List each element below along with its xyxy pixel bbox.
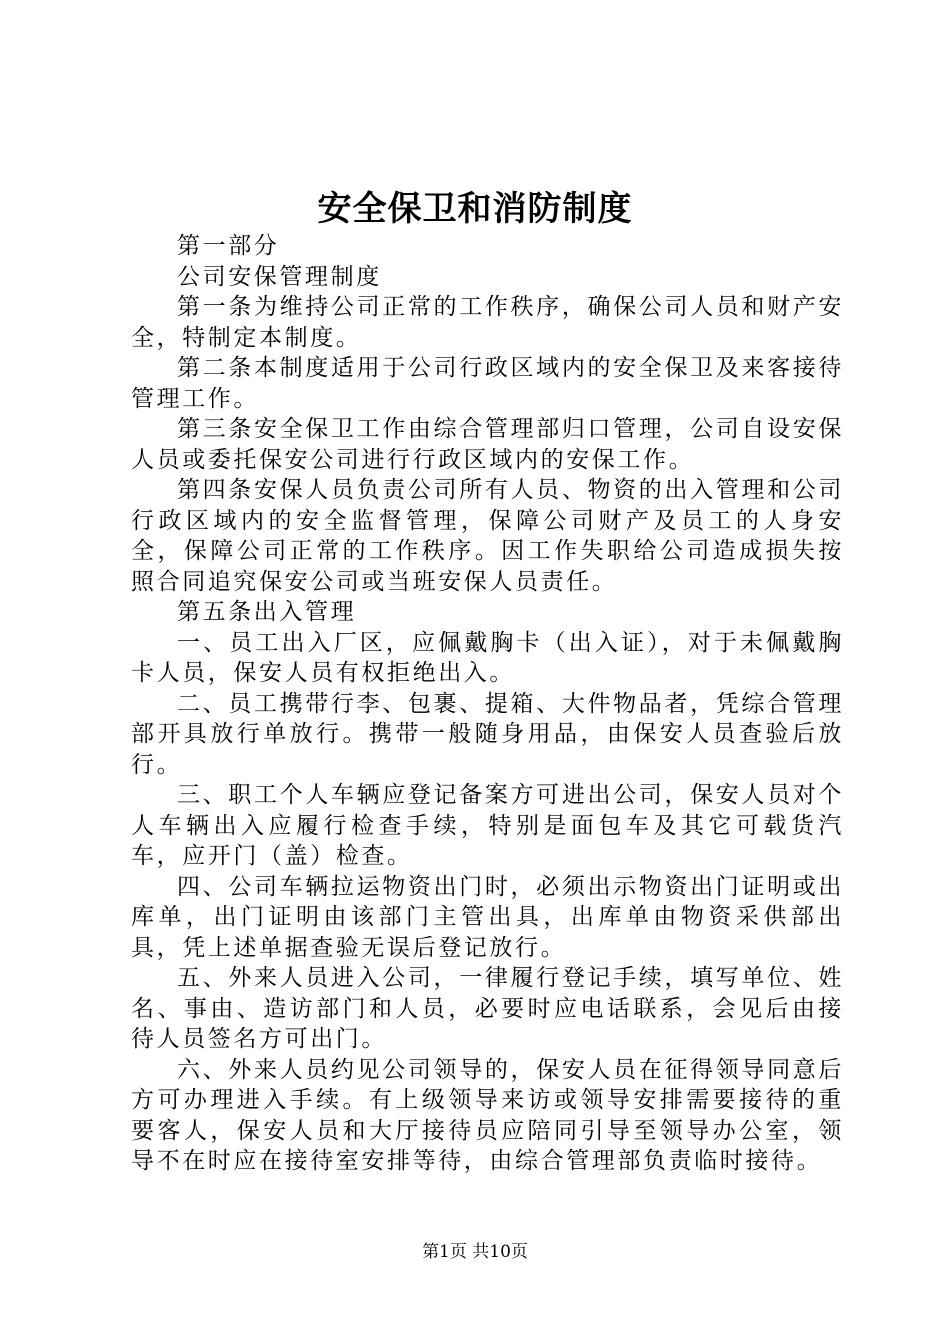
document-title: 安全保卫和消防制度 <box>317 189 633 229</box>
list-item-paragraph: 二、员工携带行李、包裹、提箱、大件物品者，凭综合管理部开具放行单放行。携带一般随身用品，由保安人员查验后放行。 <box>131 690 844 778</box>
list-item-paragraph: 四、公司车辆拉运物资出门时，必须出示物资出门证明或出库单，出门证明由该部门主管出具，出库单由物资采供部出具，凭上述单据查验无误后登记放行。 <box>131 873 844 961</box>
list-item-paragraph: 五、外来人员进入公司，一律履行登记手续，填写单位、姓名、事由、造访部门和人员，必要时应电话联系，会见后由接待人员签名方可出门。 <box>131 965 844 1052</box>
page-number-footer: 第1页 共10页 <box>422 1242 528 1262</box>
section-subheading: 公司安保管理制度 <box>177 263 382 290</box>
article-paragraph: 第二条本制度适用于公司行政区域内的安全保卫及来客接待管理工作。 <box>131 355 844 412</box>
article-paragraph: 第一条为维持公司正常的工作秩序，确保公司人员和财产安全，特制定本制度。 <box>131 294 844 351</box>
list-item-paragraph: 三、职工个人车辆应登记备案方可进出公司，保安人员对个人车辆出入应履行检查手续，特别是面包车及其它可载货汽车，应开门（盖）检查。 <box>131 782 844 869</box>
list-item-paragraph: 六、外来人员约见公司领导的，保安人员在征得领导同意后方可办理进入手续。有上级领导来访或领导安排需要接待的重要客人，保安人员和大厅接待员应陪同引导至领导办公室，领导不在时应在接待室安排等待，由综合管理部负责临时接待。 <box>131 1056 844 1174</box>
document-body <box>131 231 844 1177</box>
list-item-paragraph: 一、员工出入厂区，应佩戴胸卡（出入证），对于未佩戴胸卡人员，保安人员有权拒绝出入。 <box>131 629 844 686</box>
article-paragraph: 第三条安全保卫工作由综合管理部归口管理，公司自设安保人员或委托保安公司进行行政区域内的安保工作。 <box>131 416 844 473</box>
article-paragraph: 第四条安保人员负责公司所有人员、物资的出入管理和公司行政区域内的安全监督管理，保障公司财产及员工的人身安全，保障公司正常的工作秩序。因工作失职给公司造成损失按照合同追究保安公司或当班安保人员责任。 <box>131 477 844 595</box>
section-heading: 第一部分 <box>177 233 280 259</box>
article-heading: 第五条出入管理 <box>177 599 357 625</box>
